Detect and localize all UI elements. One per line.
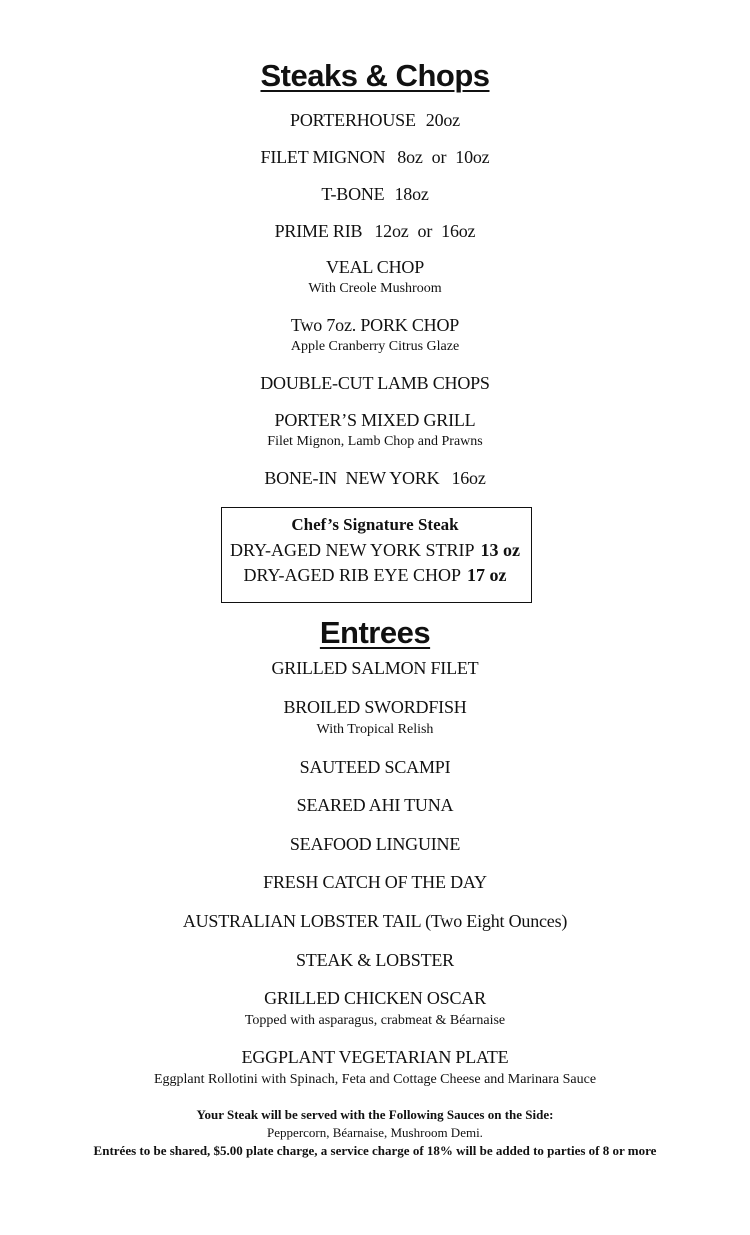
item-name: FILET MIGNON	[260, 147, 386, 167]
menu-item-ahi-tuna: SEARED AHI TUNA	[296, 795, 454, 815]
sharing-policy: Entrées to be shared, $5.00 plate charge, a service charge of 18% will be added to parties of 8 or more	[93, 1143, 657, 1158]
menu-item-eggplant-plate: EGGPLANT VEGETARIAN PLATE	[241, 1047, 509, 1067]
sauces-list: Peppercorn, Béarnaise, Mushroom Demi.	[267, 1125, 483, 1140]
menu-item-scampi: SAUTEED SCAMPI	[299, 757, 451, 777]
item-size: 20oz	[425, 110, 460, 130]
item-or: or	[417, 221, 433, 241]
menu-item-description: Topped with asparagus, crabmeat & Béarnaise	[244, 1013, 506, 1028]
item-size: 18oz	[394, 184, 429, 204]
entrees-section-title: Entrees	[319, 615, 431, 650]
steaks-section-title: Steaks & Chops	[260, 58, 490, 93]
item-name: PRIME RIB	[274, 221, 363, 241]
item-size: 16oz	[451, 468, 486, 488]
menu-item-porterhouse	[0, 109, 750, 131]
menu-item-description: Apple Cranberry Citrus Glaze	[290, 339, 460, 354]
item-size: 12oz	[374, 221, 409, 241]
menu-item-t-bone	[0, 183, 750, 205]
item-size: 16oz	[441, 221, 476, 241]
menu-item-veal-chop: VEAL CHOP	[325, 257, 425, 277]
menu-item-mixed-grill: PORTER’S MIXED GRILL	[274, 410, 476, 430]
item-size: 17 oz	[467, 565, 507, 585]
signature-title: Chef’s Signature Steak	[291, 515, 459, 534]
item-name: DRY-AGED RIB EYE CHOP	[243, 565, 461, 585]
sauces-heading: Your Steak will be served with the Following Sauces on the Side:	[196, 1107, 554, 1122]
signature-item	[0, 540, 750, 561]
item-or: or	[431, 147, 447, 167]
item-size: 13 oz	[480, 540, 520, 560]
item-name: T-BONE	[321, 184, 385, 204]
menu-item-description: With Tropical Relish	[316, 722, 434, 737]
item-name: DRY-AGED NEW YORK STRIP	[229, 540, 475, 560]
menu-item-pork-chop: Two 7oz. PORK CHOP	[290, 315, 460, 335]
menu-item-steak-lobster: STEAK & LOBSTER	[295, 950, 454, 970]
menu-item-fresh-catch: FRESH CATCH OF THE DAY	[263, 872, 487, 892]
signature-item	[0, 565, 750, 586]
menu-item-description: Filet Mignon, Lamb Chop and Prawns	[267, 434, 483, 449]
menu-item-lamb-chops: DOUBLE-CUT LAMB CHOPS	[260, 373, 490, 393]
menu-item-seafood-linguine: SEAFOOD LINGUINE	[289, 834, 461, 854]
item-size: 10oz	[455, 147, 490, 167]
menu-item-lobster-tail: AUSTRALIAN LOBSTER TAIL (Two Eight Ounces)	[182, 911, 568, 931]
item-size: 8oz	[397, 147, 423, 167]
menu-item-bone-in-new-york	[0, 467, 750, 489]
menu-item-salmon: GRILLED SALMON FILET	[271, 658, 479, 678]
menu-item-chicken-oscar: GRILLED CHICKEN OSCAR	[264, 988, 486, 1008]
menu-item-description: With Creole Mushroom	[308, 281, 442, 296]
menu-item-swordfish: BROILED SWORDFISH	[283, 697, 467, 717]
item-name: PORTERHOUSE	[290, 110, 416, 130]
menu-item-prime-rib	[0, 220, 750, 242]
menu-item-filet-mignon	[0, 146, 750, 168]
item-name: BONE-IN NEW YORK	[264, 468, 440, 488]
menu-item-description: Eggplant Rollotini with Spinach, Feta and Cottage Cheese and Marinara Sauce	[153, 1072, 597, 1087]
